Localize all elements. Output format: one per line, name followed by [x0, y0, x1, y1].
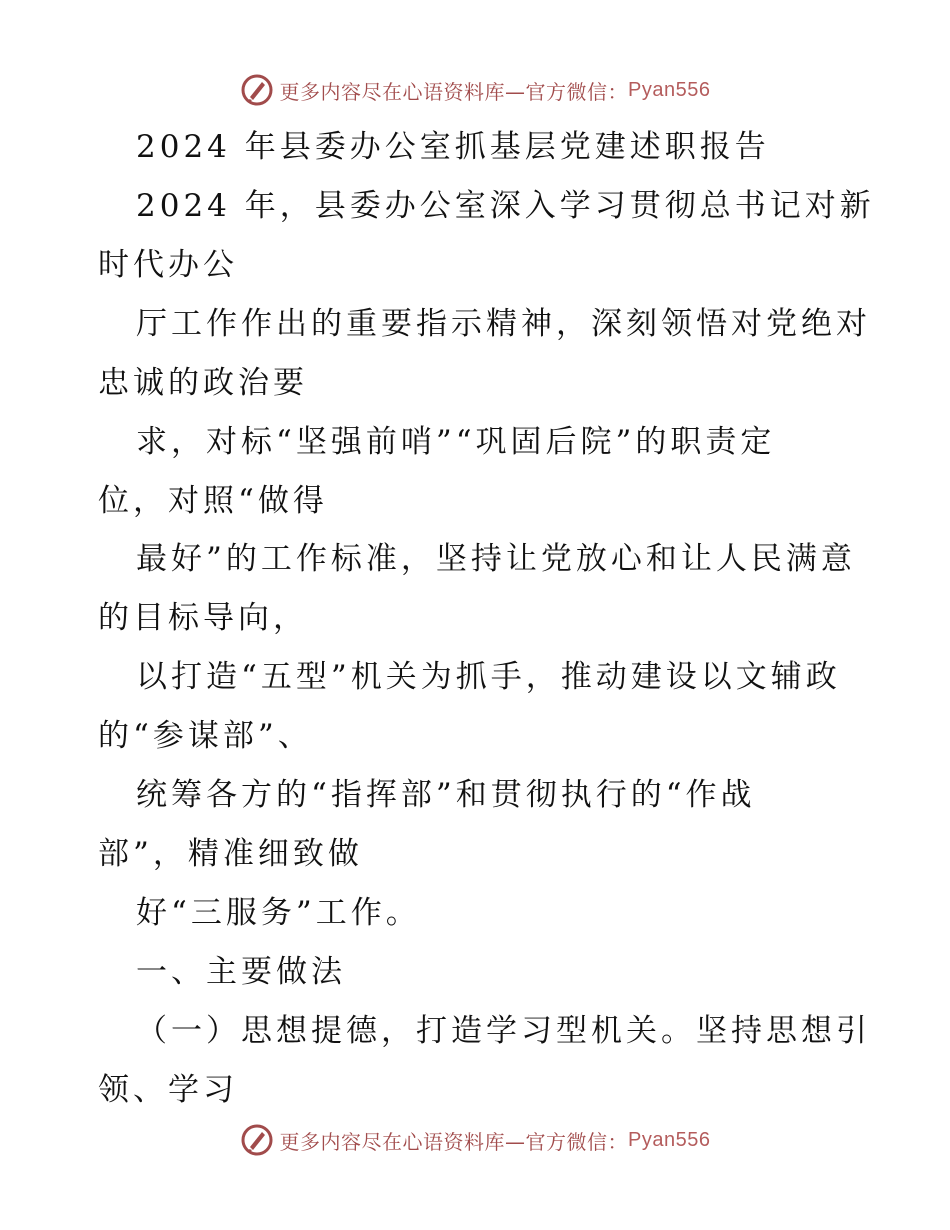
text-line: 领、学习: [98, 1072, 238, 1108]
footer-watermark: [0, 1120, 950, 1160]
subsection-heading: （一）思想提德，打造学习型机关。坚持思想引: [136, 1013, 871, 1049]
text-line: 时代办公: [98, 247, 238, 283]
text-line: 忠诚的政治要: [98, 365, 308, 401]
watermark-id: Pyan556: [628, 1128, 711, 1151]
watermark-text: 更多内容尽在心语资料库—官方微信：: [279, 1129, 629, 1154]
text-line: 以打造“五型”机关为抓手，推动建设以文辅政: [136, 659, 841, 695]
text-line: 最好”的工作标准，坚持让党放心和让人民满意: [136, 541, 856, 577]
watermark-text: 更多内容尽在心语资料库—官方微信：: [279, 79, 629, 104]
watermark-id: Pyan556: [628, 78, 711, 101]
section-heading: 一、主要做法: [136, 954, 346, 990]
text-line: 的目标导向，: [98, 600, 308, 636]
text-line: 求，对标“坚强前哨”“巩固后院”的职责定: [136, 424, 776, 460]
text-line: 部”，精准细致做: [98, 836, 363, 872]
text-line: 2024 年，县委办公室深入学习贯彻总书记对新: [136, 188, 875, 224]
document-title: 2024 年县委办公室抓基层党建述职报告: [136, 129, 770, 165]
text-line: 好“三服务”工作。: [136, 895, 421, 931]
pen-seal-icon: [240, 1123, 274, 1157]
text-line: 厅工作作出的重要指示精神，深刻领悟对党绝对: [136, 306, 871, 342]
text-line: 位，对照“做得: [98, 483, 328, 519]
text-line: 统筹各方的“指挥部”和贯彻执行的“作战: [136, 777, 756, 813]
text-line: 的“参谋部”、: [98, 718, 313, 754]
